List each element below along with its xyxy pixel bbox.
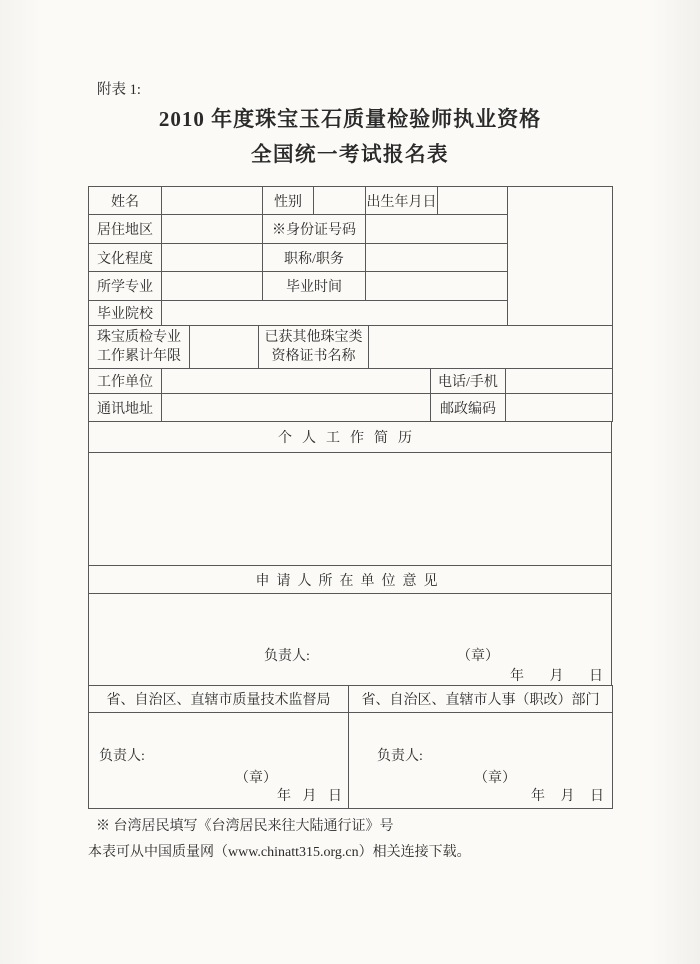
bureau-right-date-label: 年 月 日 [531, 789, 604, 804]
resume-body-band [88, 452, 612, 566]
birthdate-field[interactable] [438, 187, 508, 215]
bureau-left-seal-label: （章） [235, 771, 277, 786]
resume-header-band [88, 421, 612, 453]
idnumber-label: ※身份证号码 [263, 215, 366, 244]
residence-field[interactable] [162, 215, 263, 244]
jobtitle-label: 职称/职务 [263, 244, 366, 272]
address-label: 通讯地址 [89, 394, 162, 422]
experience-band [88, 325, 613, 369]
gradtime-label: 毕业时间 [263, 272, 366, 301]
certificates-label-line2: 资格证书名称 [271, 349, 356, 364]
certificates-field[interactable] [369, 326, 613, 369]
opinion-body-band [88, 593, 612, 686]
opinion-section-header: 申请人所在单位意见 [89, 566, 612, 594]
bureau-right-seal-label: （章） [474, 771, 516, 786]
resume-section-header: 个人工作简历 [89, 422, 612, 453]
years-label-line2: 工作累计年限 [97, 349, 181, 364]
postcode-label: 邮政编码 [431, 394, 506, 422]
years-field[interactable] [190, 326, 259, 369]
years-label [89, 326, 190, 369]
name-label: 姓名 [89, 187, 162, 215]
employer-field[interactable] [162, 369, 431, 394]
contact-band [88, 368, 613, 422]
jobtitle-field[interactable] [366, 244, 508, 272]
residence-label: 居住地区 [89, 215, 162, 244]
opinion-person-label: 负责人: [264, 649, 310, 664]
gender-field[interactable] [314, 187, 366, 215]
bureau-header-band [88, 685, 613, 713]
bureau-right-signature-area[interactable] [349, 713, 613, 809]
bureau-right-header: 省、自治区、直辖市人事（职改）部门 [349, 686, 613, 713]
education-field[interactable] [162, 244, 263, 272]
major-field[interactable] [162, 272, 263, 301]
bureau-left-header: 省、自治区、直辖市质量技术监督局 [89, 686, 349, 713]
bureau-right-person-label: 负责人: [377, 749, 423, 764]
phone-field[interactable] [506, 369, 613, 394]
certificates-label [259, 326, 369, 369]
certificates-label-line1: 已获其他珠宝类 [264, 330, 363, 345]
resume-field[interactable] [89, 453, 612, 566]
gender-label: 性别 [263, 187, 314, 215]
bureau-left-signature-area[interactable] [89, 713, 349, 809]
footnote-download: 本表可从中国质量网（www.chinatt315.org.cn）相关连接下载。 [88, 845, 471, 860]
opinion-header-band [88, 565, 612, 594]
school-label: 毕业院校 [89, 301, 162, 326]
photo-box [508, 187, 613, 326]
registration-form-table [88, 186, 612, 809]
name-field[interactable] [162, 187, 263, 215]
phone-label: 电话/手机 [431, 369, 506, 394]
bureau-signature-band [88, 712, 613, 809]
employer-label: 工作单位 [89, 369, 162, 394]
bureau-left-person-label: 负责人: [99, 749, 145, 764]
footnote-taiwan: ※ 台湾居民填写《台湾居民来往大陆通行证》号 [96, 819, 394, 834]
form-title-line2: 全国统一考试报名表 [251, 144, 449, 166]
education-label: 文化程度 [89, 244, 162, 272]
address-field[interactable] [162, 394, 431, 422]
idnumber-field[interactable] [366, 215, 508, 244]
form-title-line1: 2010 年度珠宝玉石质量检验师执业资格 [158, 107, 542, 131]
personal-info-band [88, 186, 613, 326]
opinion-seal-label: （章） [457, 649, 499, 664]
birthdate-label: 出生年月日 [366, 187, 438, 215]
opinion-signature-area[interactable] [89, 594, 612, 686]
postcode-field[interactable] [506, 394, 613, 422]
opinion-date-label: 年 月 日 [510, 669, 603, 684]
years-label-line1: 珠宝质检专业 [97, 330, 181, 345]
school-field[interactable] [162, 301, 508, 326]
annex-label: 附表 1: [97, 82, 141, 98]
bureau-left-date-label: 年 月 日 [277, 789, 342, 804]
major-label: 所学专业 [89, 272, 162, 301]
gradtime-field[interactable] [366, 272, 508, 301]
